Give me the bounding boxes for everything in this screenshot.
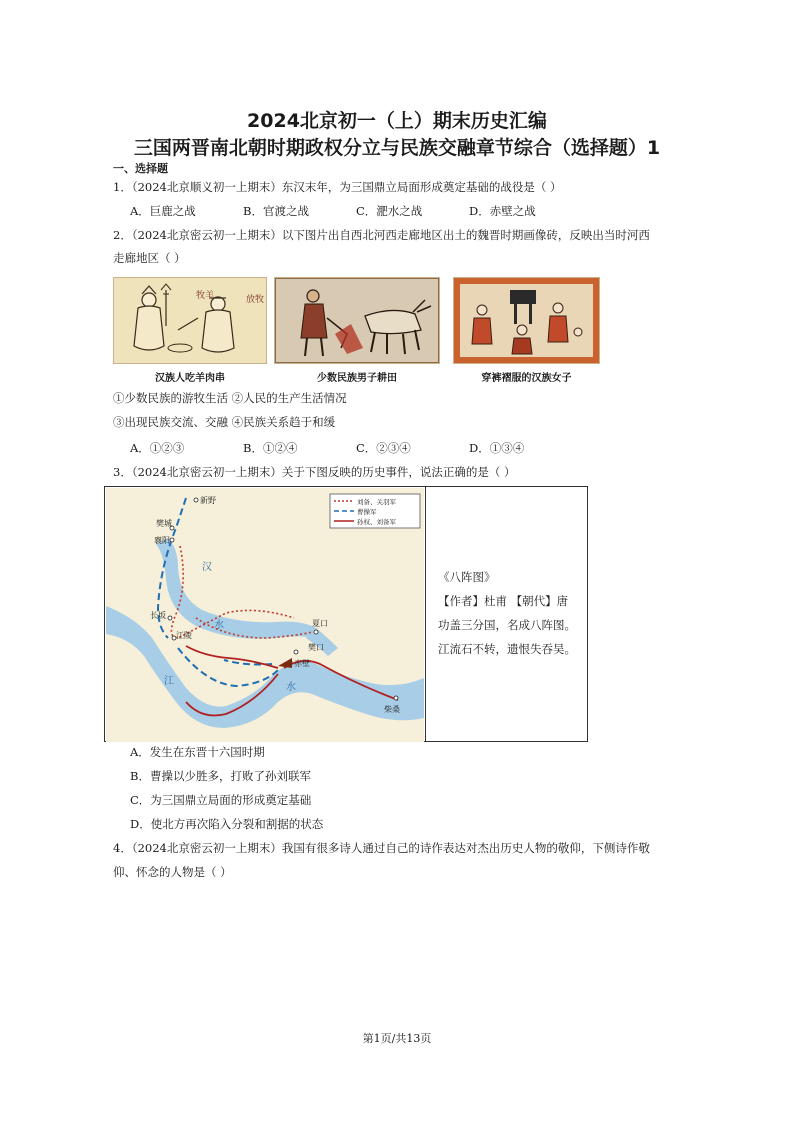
- q2-statements-line2: ③出现民族交流、交融 ④民族关系趋于和缓: [113, 415, 336, 429]
- q4-stem-line1: 4．（2024北京密云初一上期末）我国有很多诗人通过自己的诗作表达对杰出历史人物的敬仰，下侧诗作敬: [113, 841, 650, 855]
- q3-stem: 3．（2024北京密云初一上期末）关于下图反映的历史事件，说法正确的是（ ）: [113, 465, 516, 479]
- place-chaisang: 柴桑: [384, 705, 400, 714]
- q3-option-c: C．为三国鼎立局面的形成奠定基础: [130, 793, 312, 807]
- page-footer: 第1页/共13页: [362, 1032, 432, 1045]
- caption-lamb-skewers: 汉族人吃羊肉串: [155, 373, 225, 384]
- q3-table: [104, 486, 588, 742]
- q2-option-b: B．①②④: [243, 441, 298, 455]
- table-divider: [425, 487, 426, 741]
- place-jiangling: 江陵: [176, 631, 192, 640]
- place-xiangyang: 襄阳: [154, 536, 170, 545]
- river-label-han-shui: 水: [214, 620, 224, 631]
- section-heading: 一、选择题: [113, 162, 168, 175]
- brick-image-lamb-skewers: [113, 277, 267, 364]
- q1-option-d: D．赤壁之战: [469, 204, 536, 218]
- q3-option-d: D．使北方再次陷入分裂和割据的状态: [130, 817, 324, 831]
- q2-options: [130, 440, 690, 456]
- place-changban: 长坂: [150, 611, 166, 620]
- river-label-han: 汉: [202, 562, 212, 573]
- brick-image-women: [453, 277, 600, 364]
- poem-line1: 功盖三分国，名成八阵图。: [438, 618, 576, 632]
- q2-statements-line1: ①少数民族的游牧生活 ②人民的生产生活情况: [113, 391, 347, 405]
- river-label-jiang-shui: 水: [286, 682, 296, 693]
- q2-option-a: A．①②③: [130, 441, 185, 455]
- q2-stem-line2: 走廊地区（ ）: [113, 251, 186, 265]
- place-xiakou: 夏口: [312, 619, 328, 628]
- brick-label-fangmu: 放牧: [246, 295, 265, 305]
- caption-plowing: 少数民族男子耕田: [317, 373, 397, 384]
- document-subtitle: 三国两晋南北朝时期政权分立与民族交融章节综合（选择题）1: [133, 137, 661, 159]
- q1-option-b: B．官渡之战: [243, 204, 309, 218]
- legend-cao: 曹操军: [357, 508, 377, 516]
- place-xinye: 新野: [200, 496, 216, 505]
- q1-option-c: C．淝水之战: [356, 204, 423, 218]
- river-label-jiang: 江: [164, 676, 174, 687]
- brick-label-muyang: 牧羊: [196, 291, 215, 301]
- brick-image-plowing: [274, 277, 440, 364]
- place-fancheng: 樊城: [156, 519, 172, 528]
- q2-option-d: D．①③④: [469, 441, 525, 455]
- chibi-battle-map: [106, 488, 424, 742]
- place-fankou: 樊口: [308, 643, 324, 652]
- q2-option-c: C．②③④: [356, 441, 411, 455]
- poem-line2: 江流石不转，遗恨失吞吴。: [438, 642, 576, 656]
- q4-stem-line2: 仰、怀念的人物是（ ）: [113, 865, 232, 879]
- q1-option-a: A．巨鹿之战: [130, 204, 196, 218]
- q3-option-a: A．发生在东晋十六国时期: [130, 745, 265, 759]
- place-chibi: 赤壁: [294, 659, 310, 668]
- caption-women: 穿裤褶服的汉族女子: [481, 373, 572, 384]
- legend-sun-liu: 孙权、刘备军: [357, 518, 396, 526]
- legend-liu-guan: 刘备、关羽军: [357, 498, 396, 506]
- q2-stem-line1: 2．（2024北京密云初一上期末）以下图片出自西北河西走廊地区出土的魏晋时期画像砖，反映出当时河西: [113, 228, 650, 242]
- poem-title: 《八阵图》: [438, 570, 496, 584]
- q1-options: [130, 203, 690, 219]
- poem-meta: 【作者】杜甫 【朝代】唐: [438, 594, 569, 608]
- q1-stem: 1．（2024北京顺义初一上期末）东汉末年，为三国鼎立局面形成奠定基础的战役是（ ）: [113, 180, 562, 194]
- q3-option-b: B．曹操以少胜多，打败了孙刘联军: [130, 769, 311, 783]
- document-title: 2024北京初一（上）期末历史汇编: [247, 110, 547, 132]
